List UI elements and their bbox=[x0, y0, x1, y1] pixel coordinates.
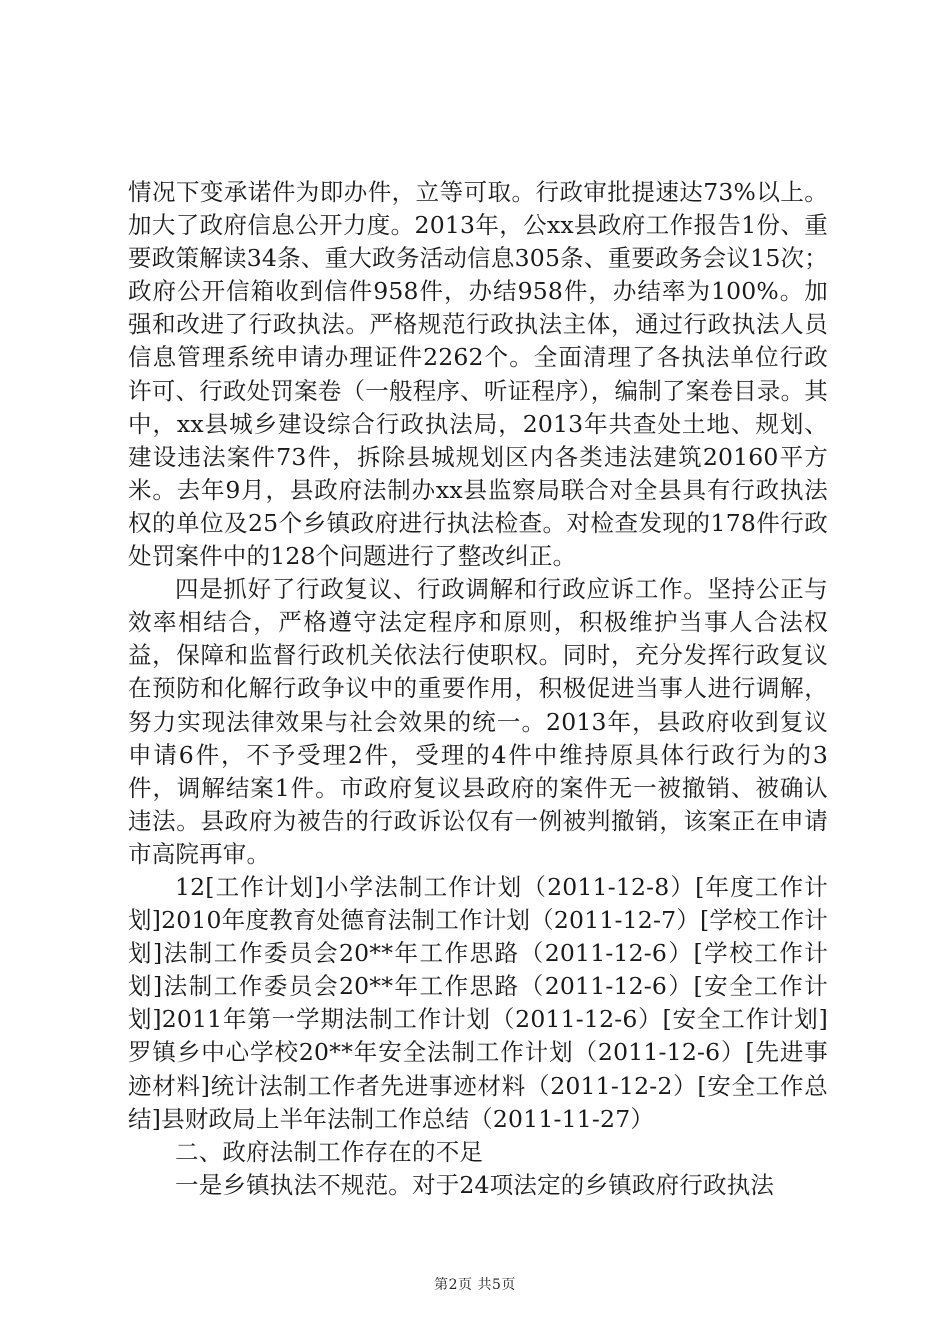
paragraph-related-links: 12[工作计划]小学法制工作计划（2011-12-8）[年度工作计划]2010年度教育处德育法制工作计划（2011-12-7）[学校工作计划]法制工作委员会20**年工作思路（2011-12-6）[学校工作计划]法制工作委员会20**年工作思路（2011-12-6）[安全工作计划]2011年第一学期法制工作计划（2011-12-6）[安全工作计划]罗镇乡中心学校20**年安全法制工作计划（2011-12-6）[先进事迹材料]统计法制工作者先进事迹材料（2011-12-2）[安全工作总结]县财政局上半年法制工作总结（2011-11-27） bbox=[128, 872, 828, 1133]
document-body bbox=[128, 176, 828, 1202]
paragraph-administrative-review: 四是抓好了行政复议、行政调解和行政应诉工作。坚持公正与效率相结合，严格遵守法定程序和原则，积极维护当事人合法权益，保障和监督行政机关依法行使职权。同时，充分发挥行政复议在预防和化解行政争议中的重要作用，积极促进当事人进行调解，努力实现法律效果与社会效果的统一。2013年，县政府收到复议申请6件，不予受理2件，受理的4件中维持原具体行政行为的3件，调解结案1件。市政府复议县政府的案件无一被撤销、被确认违法。县政府为被告的行政诉讼仅有一例被判撤销，该案正在申请市高院再审。 bbox=[128, 575, 828, 868]
section-heading-shortcomings: 二、政府法制工作存在的不足 bbox=[175, 1137, 484, 1166]
page-number-footer: 第2页 共5页 bbox=[434, 1277, 516, 1293]
paragraph-admin-approval: 情况下变承诺件为即办件，立等可取。行政审批提速达73%以上。加大了政府信息公开力度。2013年，公xx县政府工作报告1份、重要政策解读34条、重大政务活动信息305条、重要政务会议15次；政府公开信箱收到信件958件，办结958件，办结率为100%。加强和改进了行政执法。严格规范行政执法主体，通过行政执法人员信息管理系统申请办理证件2262个。全面清理了各执法单位行政许可、行政处罚案卷（一般程序、听证程序），编制了案卷目录。其中，xx县城乡建设综合行政执法局，2013年共查处土地、规划、建设违法案件73件，拆除县城规划区内各类违法建筑20160平方米。去年9月，县政府法制办xx县监察局联合对全县具有行政执法权的单位及25个乡镇政府进行执法检查。对检查发现的178件行政处罚案件中的128个问题进行了整改纠正。 bbox=[128, 178, 828, 571]
paragraph-township-enforcement: 一是乡镇执法不规范。对于24项法定的乡镇政府行政执法 bbox=[175, 1170, 775, 1199]
